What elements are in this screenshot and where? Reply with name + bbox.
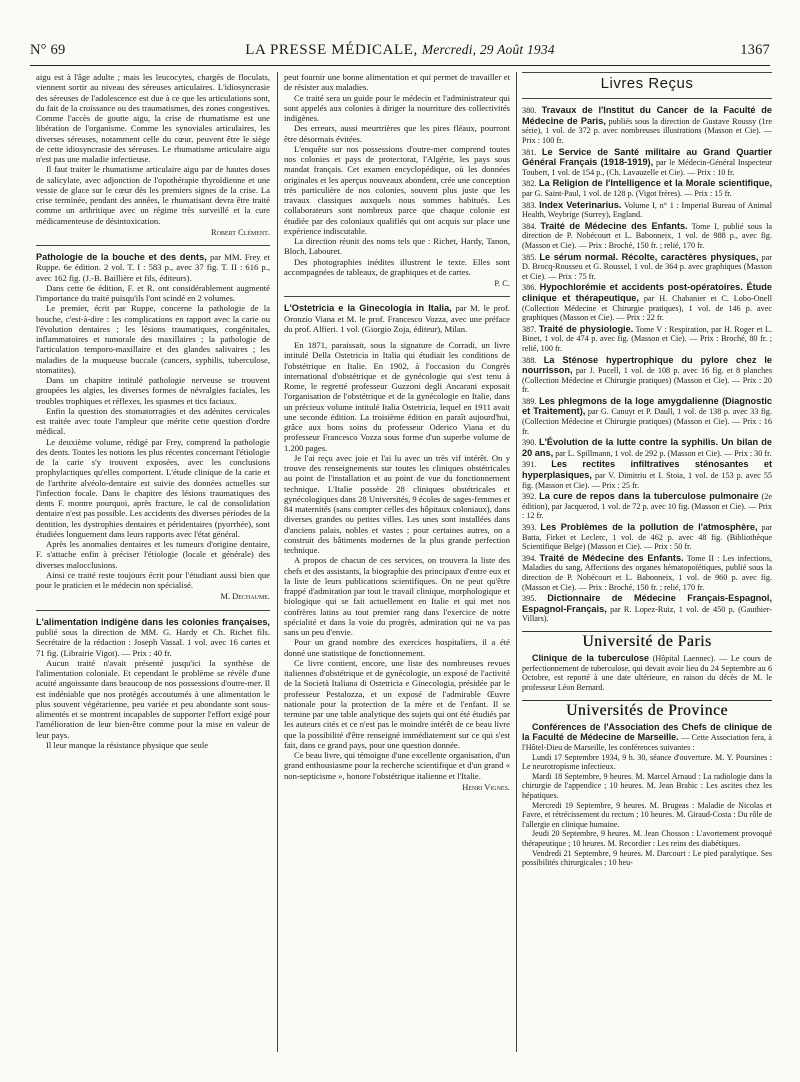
news-title: Conférences de l'Association des Chefs de clinique de la Faculté de Médecine de Marseille. [522, 721, 772, 743]
column-left [36, 72, 270, 750]
paragraph: Aucun traité n'avait présenté jusqu'ici la synthèse de l'alimentation coloniale. Et cependant le problème se révèle d'une acuité angoissante dans beaucoup de nos possessions d'outre-mer. Il est indéniable que nos protégés accoutumés à une alimentation le plus souvent végétarienne, peu variée et peu abondante sont sous-alimentés et se montrent incapables de supporter l'effort exigé pour l'amélioration de leur bien-être comme pour la mise en valeur de leur pays. [36, 657, 270, 740]
news-text: — Cette Association fera, à l'Hôtel-Dieu de Marseille, les conférences suivantes : [522, 733, 773, 752]
review-reference: par MM. Frey et Ruppe. 6e édition. 2 vol. T. I : 583 p., avec 37 fig. T. II : 616 p., avec 162 fig. (J.-B. Baillière et fils, éditeurs). [36, 252, 270, 283]
books-header [522, 72, 772, 99]
book-title: Hypochlorémie et accidents post-opératoires. Étude clinique et thérapeutique, [522, 282, 773, 303]
book-title: La Sténose hypertrophique du pylore chez le nourrisson, [522, 354, 772, 376]
book-entry [522, 282, 772, 322]
paragraph: Le premier, écrit par Ruppe, concerne la pathologie de la bouche, c'est-à-dire : les complications en rapport avec la carie ou l'évolution dentaires ; les lésions traumatiques, congénitales, inflammatoires et tumorale des maxillaires ; la pathologie de l'articulation temporo-maxillaire et des glandes salivaires ; les maladies de la muqueuse buccale (cancers, syphilis, tuberculose, stomatites). [36, 303, 270, 375]
paragraph: Il leur manque la résistance physique que seule [46, 739, 209, 750]
news-item [522, 653, 772, 692]
paragraph: Ainsi ce traité reste toujours écrit pour l'étudiant aussi bien que pour le praticien et le médecin non spécialisé. [36, 569, 270, 591]
conference-list [522, 753, 772, 868]
separator [284, 296, 510, 297]
book-title: Traité de Médecine des Enfants. [540, 220, 688, 231]
book-details: publiés sous la direction de Gustave Roussy (1re série), 1 vol. de 372 p. avec nombreuses illustrations (Masson et Cie). — Prix : 100 fr. [522, 116, 773, 146]
book-number: 388. [522, 355, 537, 365]
book-number: 393. [522, 523, 537, 532]
books-list [522, 105, 772, 624]
book-entry [522, 491, 772, 521]
paragraph: Il faut traiter le rhumatisme articulaire aigu par de hautes doses de salicylate, avec adjonction de l'opothérapie thyroïdienne et une vessie de glace sur le cœur dès les premiers signes de la crise. La crise terminée, pendant des années, le rhumatisant devra être traité comme un arthritique avec un régime très surveillé et la cure médicamenteuse de désintoxication. [36, 164, 270, 226]
book-details: par Batta, Firket et Leclerc, 1 vol. de 462 p. avec 48 fig. (Bibliothèque Scientifique Belge) (Masson et Cie). — Prix : 50 fr. [522, 523, 772, 552]
book-details: par L. Spillmann, 1 vol. de 292 p. (Masson et Cie). — Prix : 30 fr. [555, 448, 772, 458]
review-heading [36, 252, 270, 283]
header-rule [30, 65, 770, 66]
book-number: 387. [522, 324, 537, 334]
paragraph: La direction réunit des noms tels que : Richet, Hardy, Tanon, Bloch, Labouret. [284, 236, 510, 257]
paragraph: Ce beau livre, qui témoigne d'une excellente organisation, d'un grand enthousiasme pour la recherche scientifique et d'un grand « non-septicisme », honore l'obstétrique italienne et l'Italie. [284, 750, 510, 781]
paragraph: Pour un grand nombre des exercices hospitaliers, il a été donné une statistique de fonctionnement. [284, 637, 510, 658]
book-title: Dictionnaire de Médecine Français-Espagnol, Espagnol-Français, [522, 593, 773, 614]
book-details: par le Médecin-Général Inspecteur Toubert, 1 vol. de 154 p., (Ch. Lavauzelle et Cie). — Prix : 10 fr. [522, 158, 772, 177]
book-title: Traité de physiologie. [538, 323, 634, 334]
paragraph: Ce livre contient, encore, une liste des nombreuses revues italiennes d'obstétrique et de gynécologie, un exposé de l'activité de la Società Italiana di Ostetricia e Ginecologia, présidée par le professeur Pestalozza, et un exposé de l'admirable Œuvre nationale pour la protection de la mère et de l'enfant. Il se termine par une table analytique des sujets qui ont été étudiés par les auteurs cités et ce n'est pas le moindre intérêt de ce beau livre que la possibilité d'être renseigné immédiatement sur ce qui s'est fait, dans ce grand pays, pour une question donnée. [284, 657, 510, 750]
paragraph: Dans un chapitre intitulé pathologie nerveuse se trouvent groupées les algies, les diverses formes de névralgies faciales, les troubles trophiques et réflexes, les spasmes et tics faciaux. [36, 375, 270, 406]
book-number: 383. [522, 200, 537, 210]
review-title: Pathologie de la bouche et des dents, [36, 252, 207, 262]
paragraph: Des erreurs, aussi meurtrières que les pires fléaux, pourront être désormais évitées. [284, 123, 510, 144]
conference-item: Jeudi 20 Septembre, 9 heures. M. Jean Chosson : L'avortement provoqué thérapeutique ; 10 heures. M. Recordier : Les reins des diabétiques. [522, 829, 772, 848]
book-number: 384. [522, 221, 537, 231]
paragraph: peut fournir une bonne alimentation et qui permet de travailler et de résister aux maladies. [284, 72, 510, 93]
conference-item: Vendredi 21 Septembre, 9 heures. M. Darcourt : Le pied paralytique. Ses possibilités chirurgicales ; 10 heu- [522, 848, 772, 868]
separator [522, 631, 772, 632]
book-details: (2e édition), par Jacquerod, 1 vol. de 72 p. avec 10 fig. (Masson et Cie). — Prix : 12 fr. [522, 492, 773, 521]
book-title: Les rectites infiltratives sténosantes et hyperplasiques, [522, 459, 773, 481]
book-number: 385. [522, 252, 537, 262]
book-number: 395. [522, 594, 537, 604]
paragraph: Dans cette 6e édition, F. et R. ont considérablement augmenté l'importance du traité puisqu'ils l'ont scindé en 2 volumes. [36, 282, 270, 304]
paragraph: Après les anomalies dentaires et les tumeurs d'origine dentaire, F. s'attache enfin à préciser l'étiologie (locale et générale) des diverses malocclusions. [36, 539, 270, 570]
book-number: 390. [522, 438, 537, 448]
book-title: Le sérum normal. Récolte, caractères physiques, [539, 251, 759, 262]
page-number: 1367 [740, 42, 770, 58]
book-title: La cure de repos dans la tuberculose pulmonaire [539, 491, 759, 502]
review-title: L'Ostetricia e la Ginecologia in Italia, [284, 303, 452, 314]
signature: Robert Clément. [211, 227, 270, 237]
book-title: Les Problèmes de la pollution de l'atmosphère, [540, 522, 758, 532]
book-details: par V. Dimitriu et I. Stoia, 1 vol. de 153 p. avec 55 fig. (Masson et Cie). — Prix : 25 fr. [522, 471, 773, 490]
paragraph: Ce traité sera un guide pour le médecin et l'administrateur qui sont appelés aux colonies à diriger la nourriture des collectivités indigènes. [284, 92, 510, 123]
publication-name: LA PRESSE MÉDICALE, [245, 42, 418, 58]
paragraph: L'enquête sur nos possessions d'outre-mer comprend toutes nos colonies et pays de protectorat, l'Algérie, les pays sous mandat français. Cet examen encyclopédique, où les données originales et les aperçus nouveaux abondent, crée une conception très particulière de nos colonies, souvent plus juste que les travaux classiques auxquels nous sommes habitués. Les collaborateurs sont nombreux parce que chaque colonie est étudiée par des coloniaux qualifiés qui ont acquis sur place une expérience indiscutable. [284, 143, 510, 236]
issue-number: N° 69 [30, 42, 66, 58]
book-number: 386. [522, 283, 537, 293]
book-entry [522, 252, 772, 282]
book-entry [522, 221, 772, 251]
book-details: par D. Brocq-Rousseu et G. Roussel, 1 vol. de 364 p. avec graphiques (Masson et Cie). — Prix : 75 fr. [522, 252, 773, 281]
news-title: Clinique de la tuberculose [532, 653, 649, 664]
paragraph: Le deuxième volume, rédigé par Frey, comprend la pathologie des dents. Toutes les notions les plus récentes concernant l'étiologie de la carie s'y trouvent exposées, avec les conclusions prophylactiques qu'elles comportent. L'étude clinique de la carie et de l'arthrite alvéolo-dentaire est suivie des données actuelles sur l'infection focale. Dans le chapitre des lésions traumatiques des dents F. montre pourquoi, après fracture, le cal de consolidation dentaire n'est pas possible. Les accidents des diverses périodes de la dentition, les dystrophies dentaires et péridentaires (pyorrhée), sont étudiées longuement dans leurs rapports avec l'état général. [36, 436, 270, 539]
book-number: 389. [522, 396, 537, 406]
separator [36, 245, 270, 246]
book-details: par J. Pucell, 1 vol. de 108 p. avec 16 fig. et 8 planches (Collection Médecine et Chirurgie pratiques) (Masson et Cie). — Prix : 20 fr. [522, 366, 773, 395]
paragraph: aigu est à l'âge adulte ; mais les leucocytes, chargés de floculats, viennent sortir au niveau des séreuses articulaires. L'idiosyncrasie des séreuses de l'adolescence est due à ce que les articulations sont, du fait de la croissance ou des traumatismes, des zones congestives. Comme l'accès de goutte aigu, la crise de rhumatisme est une libération de l'organisme. Comme les synoviales articulaires, les diverses séreuses, notamment celle du cœur, peuvent être le siège de cette idiosyncrasie des séreuses. Le rhumatisme articulaire aigu n'est pas une maladie infectieuse. [36, 72, 270, 164]
page-header [30, 40, 770, 62]
book-entry [522, 200, 772, 220]
book-entry [522, 459, 772, 490]
book-title: La Religion de l'Intelligence et la Morale scientifique, [538, 178, 772, 189]
book-title: Traité de Médecine des Enfants. [539, 552, 684, 563]
book-entry [522, 593, 772, 624]
book-details: Tome II : Les infections, Maladies du sang, Affections des organes hématopoïétiques, publié sous la direction de P. Nobécourt et L. Babonneix, 1 vol. de 960 p. avec fig. (Masson et Cie). — Prix : Broché, 150 fr. ; relié, 170 fr. [522, 553, 772, 592]
book-entry [522, 324, 772, 354]
book-entry [522, 355, 772, 395]
signature: P. C. [494, 279, 510, 288]
separator [522, 700, 772, 701]
book-entry [522, 522, 772, 552]
book-number: 392. [522, 492, 537, 502]
news-item [522, 722, 772, 753]
column-right [522, 72, 772, 868]
book-title: Les phlegmons de la loge amygdalienne (Diagnostic et Traitement), [522, 395, 772, 417]
book-entry [522, 147, 772, 178]
review-heading [284, 303, 510, 334]
review-reference: par M. le prof. Oronzio Viana et M. le prof. Francesco Vozza, avec une préface du prof. Alfieri. 1 vol. (Giorgio Zoja, éditeur), Milan. [284, 303, 510, 334]
paragraph: A propos de chacun de ces services, on trouvera la liste des chefs et des assistants, la biographie des principaux d'entre eux et la liste de leurs publications scientifiques. On ne peut qu'être frappé d'admiration par tout le travail clinique, morphologique et biologique qui se fait actuellement en Italie et qui met nos confrères latins au tout premier rang dans l'exercice de notre spécialité et dans la voie du progrès, admiration qui ne va pas sans un peu d'envie. [284, 555, 510, 638]
review-heading [36, 617, 270, 658]
signature: M. Dechaume. [220, 592, 270, 602]
paris-section-title: Université de Paris [582, 632, 712, 650]
book-title: Le Service de Santé militaire au Grand Quartier Général Français (1918-1919), [522, 146, 772, 168]
book-entry [522, 105, 772, 145]
book-number: 380. [522, 106, 537, 116]
book-number: 381. [522, 147, 537, 157]
province-section-title: Universités de Province [566, 701, 728, 719]
signature: Henri Vignes. [462, 782, 510, 792]
paragraph: Enfin la question des stomatorragies et des adénites cervicales est traitée avec toute l'ampleur que mérite cette question d'ordre médical. [36, 405, 270, 437]
book-entry [522, 437, 772, 458]
book-entry [522, 396, 772, 436]
book-details: par R. Lopez-Ruiz, 1 vol. de 450 p. (Gauthier-Villars). [522, 604, 773, 624]
separator [36, 610, 270, 611]
book-details: Volume I, n° 1 : Imperial Bureau of Animal Health, Weybrige (Surrey), England. [522, 200, 773, 220]
book-entry [522, 178, 772, 198]
book-details: par G. Canuyt et P. Daull, 1 vol. de 138 p. avec 33 fig. (Collection Médecine et Chirurgie pratiques) (Masson et Cie). — Prix : 16 fr. [522, 407, 773, 436]
paragraph: En 1871, paraissait, sous la signature de Corradi, un livre intitulé Della Ostetricia in Italia qui étudiait les conditions de l'obstétrique en Italie. En 1902, à l'occasion du Congrès international d'obstétrique et de gynécologie qui s'est tenu à Rome, le regretté professeur Guzzoni degli Ancarani exposait l'organisation de l'obstétrique et de la gynécologie en Italie, dans un précieux volume intitulé Italia Ostetricia, lequel en 1911 avait une seconde édition. La troisième édition en paraît aujourd'hui, grâce aux bons soins du professeur Oderico Viana et du professeur Francesco Vozza sous forme d'un superbe volume de 1.200 pages. [284, 340, 510, 453]
book-title: Travaux de l'Institut du Cancer de la Faculté de Médecine de Paris, [522, 105, 773, 126]
books-section-title: Livres Reçus [600, 75, 694, 92]
masthead [30, 42, 770, 59]
book-number: 394. [522, 553, 537, 563]
paragraph: Des photographies inédites illustrent le texte. Elles sont accompagnées de tableaux, de graphiques et de cartes. [284, 256, 510, 277]
book-entry [522, 553, 772, 592]
book-title: Index Veterinarius. [539, 199, 622, 210]
book-details: Tome I, publié sous la direction de P. Nobécourt et L. Babonneix, 1 vol. de 988 p., avec fig. (Masson et Cie). — Prix : Broché, 150 fr. ; relié, 170 fr. [522, 221, 773, 250]
column-divider [516, 72, 517, 1052]
review-title: L'alimentation indigène dans les colonies françaises, [36, 616, 270, 627]
issue-date: Mercredi, 29 Août 1934 [421, 42, 555, 57]
conference-item: Lundi 17 Septembre 1934, 9 h. 30, séance d'ouverture. M. Y. Poursines : Le neurotropisme infectieux. [522, 752, 772, 772]
news-text: (Hôpital Laennec). — Le cours de perfectionnement de tuberculose, qui devait avoir lieu du 24 Septembre au 6 Octobre, est reporté à une date ultérieure, en raison du décès de M. le professeur Léon Bernard. [522, 654, 772, 692]
book-details: par H. Chabanier et C. Lobo-Onell (Collection Médecine et Chirurgie pratiques), 1 vol. de 146 p. avec graphiques (Masson et Cie). — Prix : 22 fr. [522, 293, 772, 323]
review-reference: publié sous la direction de MM. G. Hardy et Ch. Richet fils. Secrétaire de la rédaction : Joseph Vassal. 1 vol. avec 16 cartes et 71 fig. (Librairie Vigot). — Prix : 40 fr. [36, 627, 270, 658]
column-divider [277, 72, 278, 1052]
book-details: par G. Saint-Paul, 1 vol. de 128 p. (Vigot frères). — Prix : 15 fr. [522, 189, 732, 198]
book-number: 382. [522, 179, 537, 189]
book-title: L'Évolution de la lutte contre la syphilis. Un bilan de 20 ans, [522, 437, 773, 458]
column-middle [284, 72, 510, 793]
book-number: 391. [522, 460, 537, 470]
book-details: Tome V : Respiration, par H. Roger et L. Binet, 1 vol. de 474 p. avec fig. (Masson et Cie). — Prix : Broché, 80 fr. ; relié, 100 fr. [522, 324, 772, 353]
conference-item: Mardi 18 Septembre, 9 heures. M. Marcel Arnaud : La radiologie dans la chirurgie de l'appendice ; 10 heures. M. Jean Brahic : Les ascites chez les hépatiques. [522, 771, 772, 800]
conference-item: Mercredi 19 Septembre, 9 heures. M. Brugeas : Maladie de Nicolas et Favre, et rétrécissement du rectum ; 10 heures. M. Giraud-Costa : Du rôle de l'allergie en clinique humaine. [522, 800, 772, 829]
paragraph: Je l'ai reçu avec joie et l'ai lu avec un très vif intérêt. On y trouve des renseignements sur toutes les cliniques obstétricales au point de l'installation et au point de vue du fonctionnement technique. L'Italie possède 28 cliniques obstétricales et gynécologiques dans 28 Universités, 9 écoles de sages-femmes et 84 maternités (sans compter celles des hôpitaux coloniaux), dans diverses grandes ou petites villes. Les unes sont installées dans d'anciens palais, nobles et vastes ; pour certaines autres, on a construit des bâtiments modernes de la plus grande perfection technique. [284, 452, 510, 556]
